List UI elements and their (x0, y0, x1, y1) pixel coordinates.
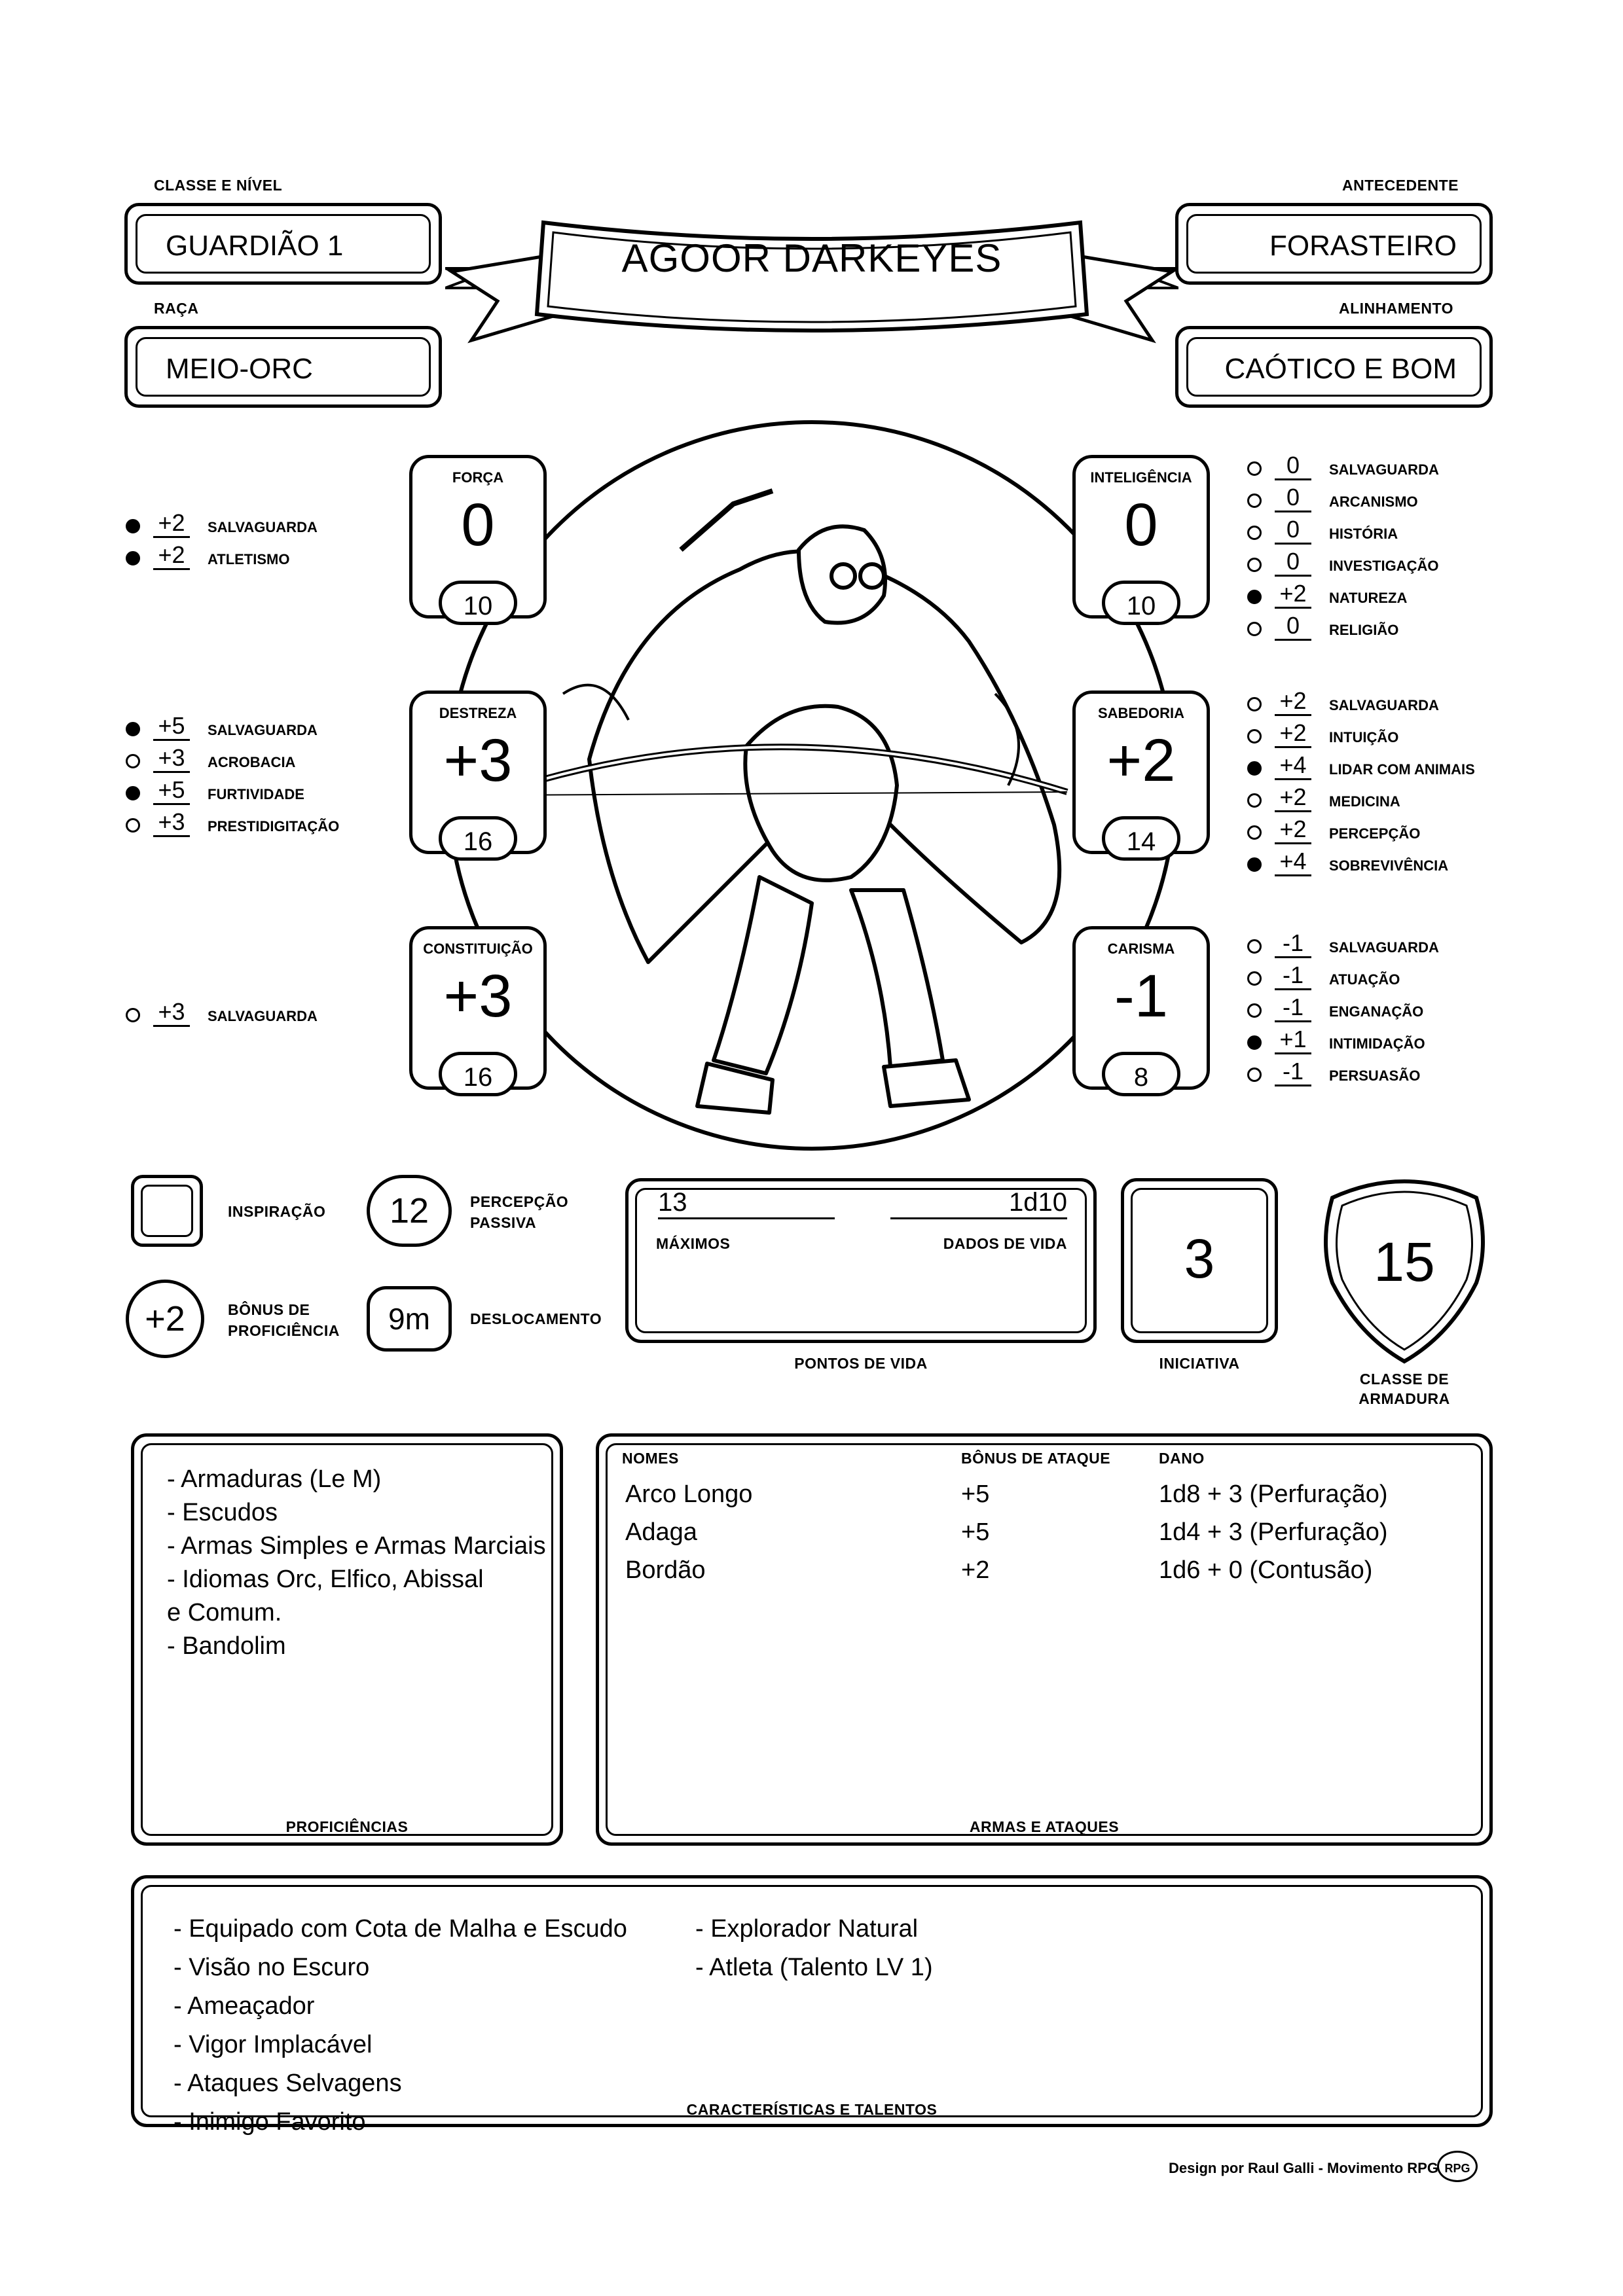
ability-con-name: CONSTITUIÇÃO (423, 941, 533, 957)
ability-wis-mod[interactable]: +2 (1106, 727, 1176, 794)
hit-dice-value[interactable]: 1d10 (890, 1188, 1067, 1219)
alignment-label: ALINHAMENTO (1339, 300, 1454, 317)
proficiency-dot[interactable] (126, 786, 140, 800)
ability-int-name: INTELIGÊNCIA (1090, 469, 1192, 486)
ability-int (1072, 455, 1210, 638)
proficiency-line: e Comum. (167, 1599, 282, 1626)
proficiency-dot[interactable] (1247, 558, 1262, 572)
initiative-value[interactable]: 3 (1184, 1228, 1215, 1289)
ability-cha-mod[interactable]: -1 (1114, 963, 1168, 1030)
feature-line: - Ataques Selvagens (173, 2070, 402, 2097)
hit-dice-label: DADOS DE VIDA (943, 1235, 1067, 1252)
feature-line: - Visão no Escuro (173, 1954, 370, 1981)
ability-con (409, 926, 547, 1109)
ability-dex (409, 691, 547, 874)
initiative-label: INICIATIVA (1159, 1355, 1240, 1372)
background-box (1175, 203, 1493, 285)
weapon-name[interactable]: Bordão (625, 1556, 706, 1584)
passive-perception-label: PERCEPÇÃO PASSIVA (470, 1193, 569, 1231)
character-name[interactable]: AGOOR DARKEYES (621, 236, 1002, 280)
class-level-value[interactable]: GUARDIÃO 1 (166, 230, 344, 262)
ability-cha-name: CARISMA (1107, 941, 1175, 957)
weapon-name[interactable]: Adaga (625, 1518, 697, 1546)
proficiencies-list[interactable] (167, 1463, 546, 1663)
alignment-value[interactable]: CAÓTICO E BOM (1224, 353, 1457, 385)
ability-wis-name: SABEDORIA (1097, 705, 1184, 721)
hp-max-label: MÁXIMOS (656, 1235, 731, 1252)
ability-str-score[interactable]: 10 (439, 581, 517, 625)
proficiency-dot[interactable] (1247, 493, 1262, 508)
race-box (124, 326, 442, 408)
features-label: CARACTERÍSTICAS E TALENTOS (686, 2101, 938, 2118)
race-value[interactable]: MEIO-ORC (166, 353, 313, 385)
feature-line: - Ameaçador (173, 1992, 315, 2020)
weapon-damage[interactable]: 1d4 + 3 (Perfuração) (1159, 1518, 1388, 1546)
ability-wis-score[interactable]: 14 (1102, 816, 1180, 861)
proficiency-dot[interactable] (1247, 1003, 1262, 1018)
weapon-bonus[interactable]: +5 (961, 1480, 990, 1508)
ability-con-score[interactable]: 16 (439, 1052, 517, 1096)
proficiencies-label: PROFICIÊNCIAS (285, 1818, 409, 1835)
proficiency-line: - Armaduras (Le M) (167, 1465, 382, 1493)
proficiency-dot[interactable] (1247, 939, 1262, 954)
hp-max-value[interactable]: 13 (658, 1188, 835, 1219)
background-label: ANTECEDENTE (1342, 177, 1459, 194)
ability-dex-name: DESTREZA (439, 705, 517, 721)
weapon-damage[interactable]: 1d8 + 3 (Perfuração) (1159, 1480, 1388, 1508)
proficiency-dot[interactable] (126, 519, 140, 533)
weapon-bonus[interactable]: +5 (961, 1518, 990, 1546)
proficiency-bonus-value[interactable]: +2 (126, 1280, 204, 1358)
proficiency-dot[interactable] (1247, 761, 1262, 776)
ability-dex-mod[interactable]: +3 (443, 727, 513, 794)
proficiency-line: - Bandolim (167, 1632, 286, 1660)
proficiency-line: - Escudos (167, 1499, 278, 1526)
race-label: RAÇA (154, 300, 199, 317)
features-col2[interactable] (695, 1910, 933, 1987)
weapon-damage[interactable]: 1d6 + 0 (Contusão) (1159, 1556, 1373, 1584)
feature-line: - Inimigo Favorito (173, 2108, 366, 2136)
proficiency-dot[interactable] (126, 1008, 140, 1022)
alignment-box (1175, 326, 1493, 408)
speed-value[interactable]: 9m (367, 1286, 452, 1352)
proficiency-dot[interactable] (1247, 526, 1262, 540)
ability-str-name: FORÇA (452, 469, 504, 486)
weapons-label: ARMAS E ATAQUES (969, 1818, 1120, 1835)
weapons-header-name: NOMES (622, 1450, 679, 1467)
inspiration-box[interactable] (131, 1175, 203, 1247)
proficiency-dot[interactable] (126, 818, 140, 833)
ability-str-mod[interactable]: 0 (461, 492, 495, 558)
proficiency-dot[interactable] (1247, 729, 1262, 744)
proficiency-dot[interactable] (1247, 461, 1262, 476)
ability-cha (1072, 926, 1210, 1109)
proficiency-line: - Idiomas Orc, Elfico, Abissal (167, 1566, 484, 1593)
proficiency-dot[interactable] (126, 754, 140, 768)
feature-line: - Equipado com Cota de Malha e Escudo (173, 1915, 627, 1943)
proficiency-line: - Armas Simples e Armas Marciais (167, 1532, 546, 1560)
design-credit: Design por Raul Galli - Movimento RPG (1169, 2160, 1438, 2176)
proficiency-dot[interactable] (1247, 857, 1262, 872)
ability-int-mod[interactable]: 0 (1124, 492, 1158, 558)
proficiency-dot[interactable] (126, 722, 140, 736)
ability-wis (1072, 691, 1210, 874)
weapon-bonus[interactable]: +2 (961, 1556, 990, 1584)
hit-points-label: PONTOS DE VIDA (794, 1355, 928, 1372)
inspiration-label: INSPIRAÇÃO (228, 1203, 326, 1220)
ability-dex-score[interactable]: 16 (439, 816, 517, 861)
weapons-header-damage: DANO (1159, 1450, 1205, 1467)
background-value[interactable]: FORASTEIRO (1269, 230, 1457, 262)
feature-line: - Explorador Natural (695, 1915, 919, 1943)
proficiency-dot[interactable] (1247, 1067, 1262, 1082)
proficiency-dot[interactable] (1247, 971, 1262, 986)
speed-label: DESLOCAMENTO (470, 1310, 602, 1327)
proficiency-dot[interactable] (1247, 590, 1262, 604)
armor-class-label: CLASSE DE ARMADURA (1359, 1371, 1450, 1407)
passive-perception-value[interactable]: 12 (367, 1175, 452, 1247)
proficiency-dot[interactable] (1247, 1035, 1262, 1050)
initiative-box (1121, 1178, 1278, 1343)
weapons-header-bonus: BÔNUS DE ATAQUE (961, 1450, 1111, 1467)
ability-str (409, 455, 547, 638)
feature-line: - Atleta (Talento LV 1) (695, 1954, 933, 1981)
ability-cha-score[interactable]: 8 (1102, 1052, 1180, 1096)
proficiency-dot[interactable] (1247, 793, 1262, 808)
ability-int-score[interactable]: 10 (1102, 581, 1180, 625)
movimento-rpg-logo: RPG (1437, 2151, 1478, 2182)
armor-class-value[interactable]: 15 (1374, 1231, 1435, 1293)
feature-line: - Vigor Implacável (173, 2031, 373, 2058)
class-level-label: CLASSE E NÍVEL (154, 177, 283, 194)
proficiency-dot[interactable] (1247, 697, 1262, 711)
proficiency-dot[interactable] (1247, 622, 1262, 636)
class-level-box (124, 203, 442, 285)
weapon-name[interactable]: Arco Longo (625, 1480, 753, 1508)
proficiency-dot[interactable] (1247, 825, 1262, 840)
hit-points-box (625, 1178, 1097, 1343)
proficiency-bonus-label: BÔNUS DE PROFICIÊNCIA (228, 1301, 340, 1339)
proficiency-dot[interactable] (126, 551, 140, 565)
ability-con-mod[interactable]: +3 (443, 963, 513, 1030)
